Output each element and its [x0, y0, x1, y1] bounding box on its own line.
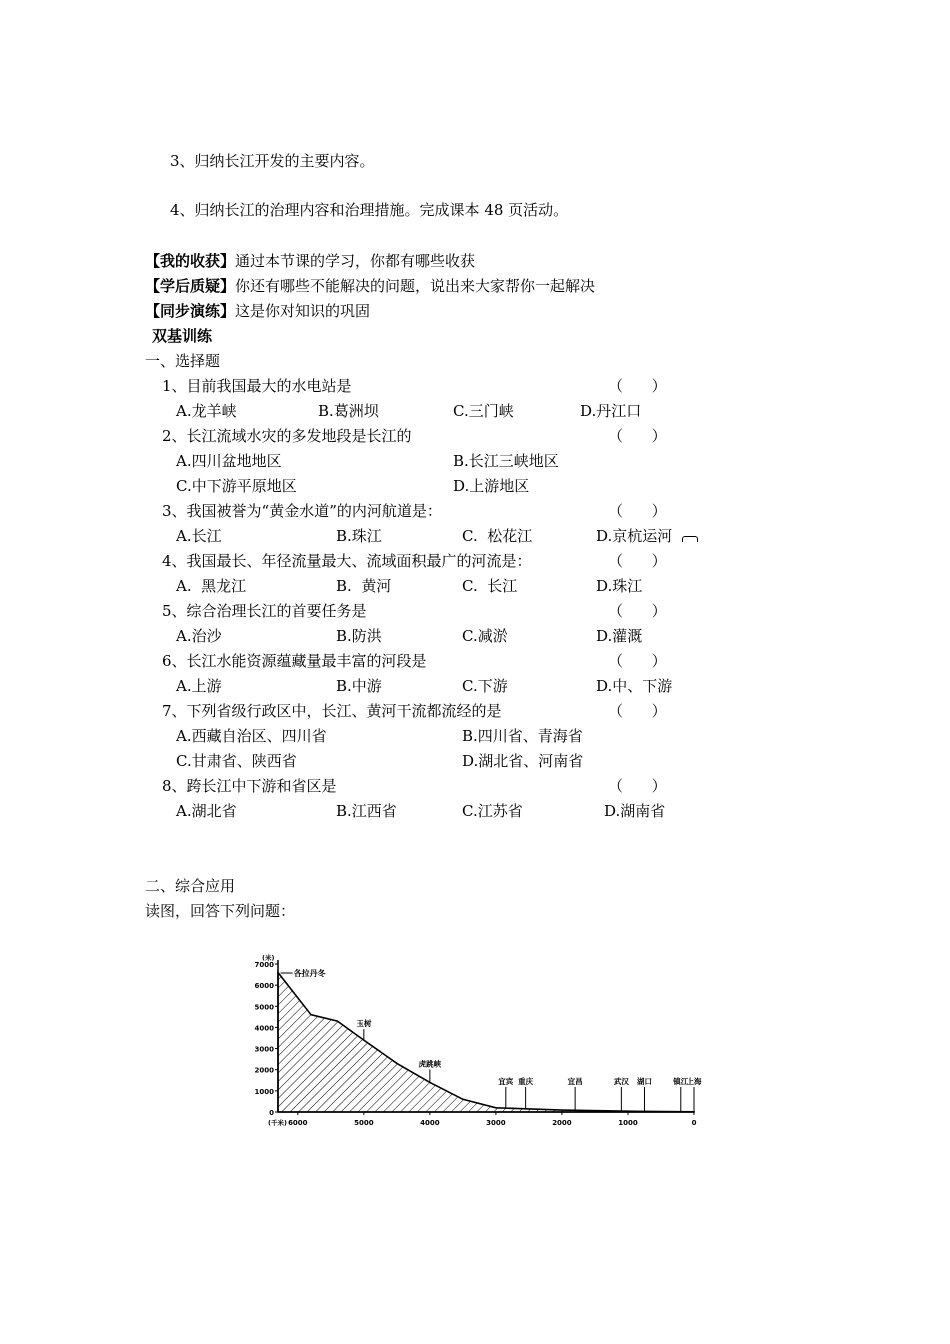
q2-option-d: D.上游地区	[453, 477, 530, 495]
question-8: 8、跨长江中下游和省区是	[162, 777, 337, 795]
answer-paren-7: （ ）	[608, 702, 667, 720]
q7-option-d: D.湖北省、河南省	[462, 752, 584, 770]
question-3: 3、我国被誉为“黄金水道”的内河航道是：	[162, 502, 442, 520]
y-tick-label: 7000	[254, 961, 274, 969]
q6-option-b: B.中游	[336, 677, 382, 695]
q1-option-c: C.三门峡	[453, 402, 514, 420]
q1-option-b: B.葛洲坝	[318, 402, 379, 420]
part2-title: 二、综合应用	[145, 877, 236, 895]
place-label: 各拉丹冬	[293, 969, 326, 978]
yangtze-profile-chart	[248, 950, 708, 1140]
q2-option-a: A.四川盆地地区	[176, 452, 282, 470]
place-label: 上海	[686, 1077, 702, 1086]
answer-paren-5: （ ）	[608, 602, 667, 620]
doubt-text: 你还有哪些不能解决的问题，说出来大家帮你一起解决	[235, 277, 596, 295]
x-tick-label: 1000	[618, 1119, 638, 1127]
intro-item-4: 4、归纳长江的治理内容和治理措施。完成课本 48 页活动。	[170, 201, 569, 219]
q5-option-c: C.减淤	[462, 627, 508, 645]
q8-option-c: C.江苏省	[462, 802, 523, 820]
question-1: 1、目前我国最大的水电站是	[162, 377, 352, 395]
practice-line	[145, 301, 370, 321]
question-2: 2、长江流域水灾的多发地段是长江的	[162, 427, 412, 445]
y-tick-label: 3000	[254, 1045, 274, 1054]
harvest-text: 通过本节课的学习，你都有哪些收获	[235, 252, 476, 270]
q4-option-d: D.珠江	[596, 577, 643, 595]
answer-paren-2: （ ）	[608, 427, 667, 445]
q7-option-a: A.西藏自治区、四川省	[176, 727, 327, 745]
part2-instruction: 读图，回答下列问题：	[145, 902, 296, 920]
q7-option-c: C.甘肃省、陕西省	[176, 752, 297, 770]
place-label: 武汉	[613, 1077, 629, 1086]
q1-option-a: A.龙羊峡	[176, 402, 237, 420]
answer-paren-1: （ ）	[608, 377, 667, 395]
answer-paren-8: （ ）	[608, 777, 667, 795]
y-tick-label: 5000	[254, 1003, 274, 1012]
q6-option-c: C.下游	[462, 677, 508, 695]
x-tick-label: 6000	[288, 1119, 308, 1127]
q3-option-b: B.珠江	[336, 527, 382, 545]
part1-title: 一、选择题	[145, 352, 221, 370]
x-tick-label: 2000	[552, 1119, 572, 1127]
q8-option-a: A.湖北省	[176, 802, 237, 820]
q2-option-b: B.长江三峡地区	[453, 452, 559, 470]
place-label: 重庆	[518, 1077, 534, 1086]
x-tick-label: 3000	[486, 1119, 506, 1127]
q5-option-b: B.防洪	[336, 627, 382, 645]
q2-option-c: C.中下游平原地区	[176, 477, 297, 495]
q4-option-a: A. 黑龙江	[176, 577, 247, 595]
q1-option-d: D.丹江口	[580, 402, 642, 420]
harvest-label: 【我的收获】	[145, 252, 236, 270]
y-tick-label: 1000	[254, 1087, 274, 1096]
x-tick-label: 5000	[354, 1119, 374, 1127]
question-5: 5、综合治理长江的首要任务是	[162, 602, 367, 620]
intro-item-3: 3、归纳长江开发的主要内容。	[170, 152, 375, 170]
q3-option-c: C. 松花江	[462, 527, 533, 545]
y-tick-label: 4000	[254, 1024, 274, 1033]
q8-option-b: B.江西省	[336, 802, 397, 820]
question-6: 6、长江水能资源蕴藏量最丰富的河段是	[162, 652, 427, 670]
q5-option-a: A.治沙	[176, 627, 222, 645]
x-tick-label: 4000	[420, 1119, 440, 1127]
edit-mark	[682, 536, 698, 542]
practice-label: 【同步演练】	[145, 302, 236, 320]
y-tick-label: 6000	[254, 982, 274, 991]
q5-option-d: D.灌溉	[596, 627, 643, 645]
place-label: 宜昌	[567, 1077, 583, 1086]
q6-option-d: D.中、下游	[596, 677, 673, 695]
y-tick-label: 0	[269, 1109, 274, 1117]
question-4: 4、我国最长、年径流量最大、流域面积最广的河流是：	[162, 552, 532, 570]
doubt-line	[145, 276, 595, 296]
practice-text: 这是你对知识的巩固	[235, 302, 371, 320]
doubt-label: 【学后质疑】	[145, 277, 236, 295]
place-label: 湖口	[636, 1077, 652, 1086]
question-7: 7、下列省级行政区中，长江、黄河干流都流经的是	[162, 702, 502, 720]
q4-option-c: C. 长江	[462, 577, 518, 595]
answer-paren-3: （ ）	[608, 502, 667, 520]
q3-option-d: D.京杭运河	[596, 527, 673, 545]
q3-option-a: A.长江	[176, 527, 222, 545]
place-label: 玉树	[356, 1019, 372, 1029]
q8-option-d: D.湖南省	[604, 802, 666, 820]
training-title: 双基训练	[152, 327, 213, 345]
q7-option-b: B.四川省、青海省	[462, 727, 583, 745]
q6-option-a: A.上游	[176, 677, 222, 695]
answer-paren-6: （ ）	[608, 652, 667, 670]
harvest-line	[145, 251, 475, 271]
place-label: 镇江	[673, 1077, 689, 1086]
profile-area	[278, 973, 694, 1113]
place-label: 宜宾	[498, 1077, 514, 1086]
q4-option-b: B. 黄河	[336, 577, 392, 595]
place-label: 虎跳峡	[418, 1059, 442, 1069]
answer-paren-4: （ ）	[608, 552, 667, 570]
x-tick-label: 0	[691, 1119, 697, 1127]
y-tick-label: 2000	[254, 1066, 274, 1075]
x-axis-label: (千米)	[268, 1119, 287, 1127]
y-axis-label: (米)	[262, 954, 275, 962]
